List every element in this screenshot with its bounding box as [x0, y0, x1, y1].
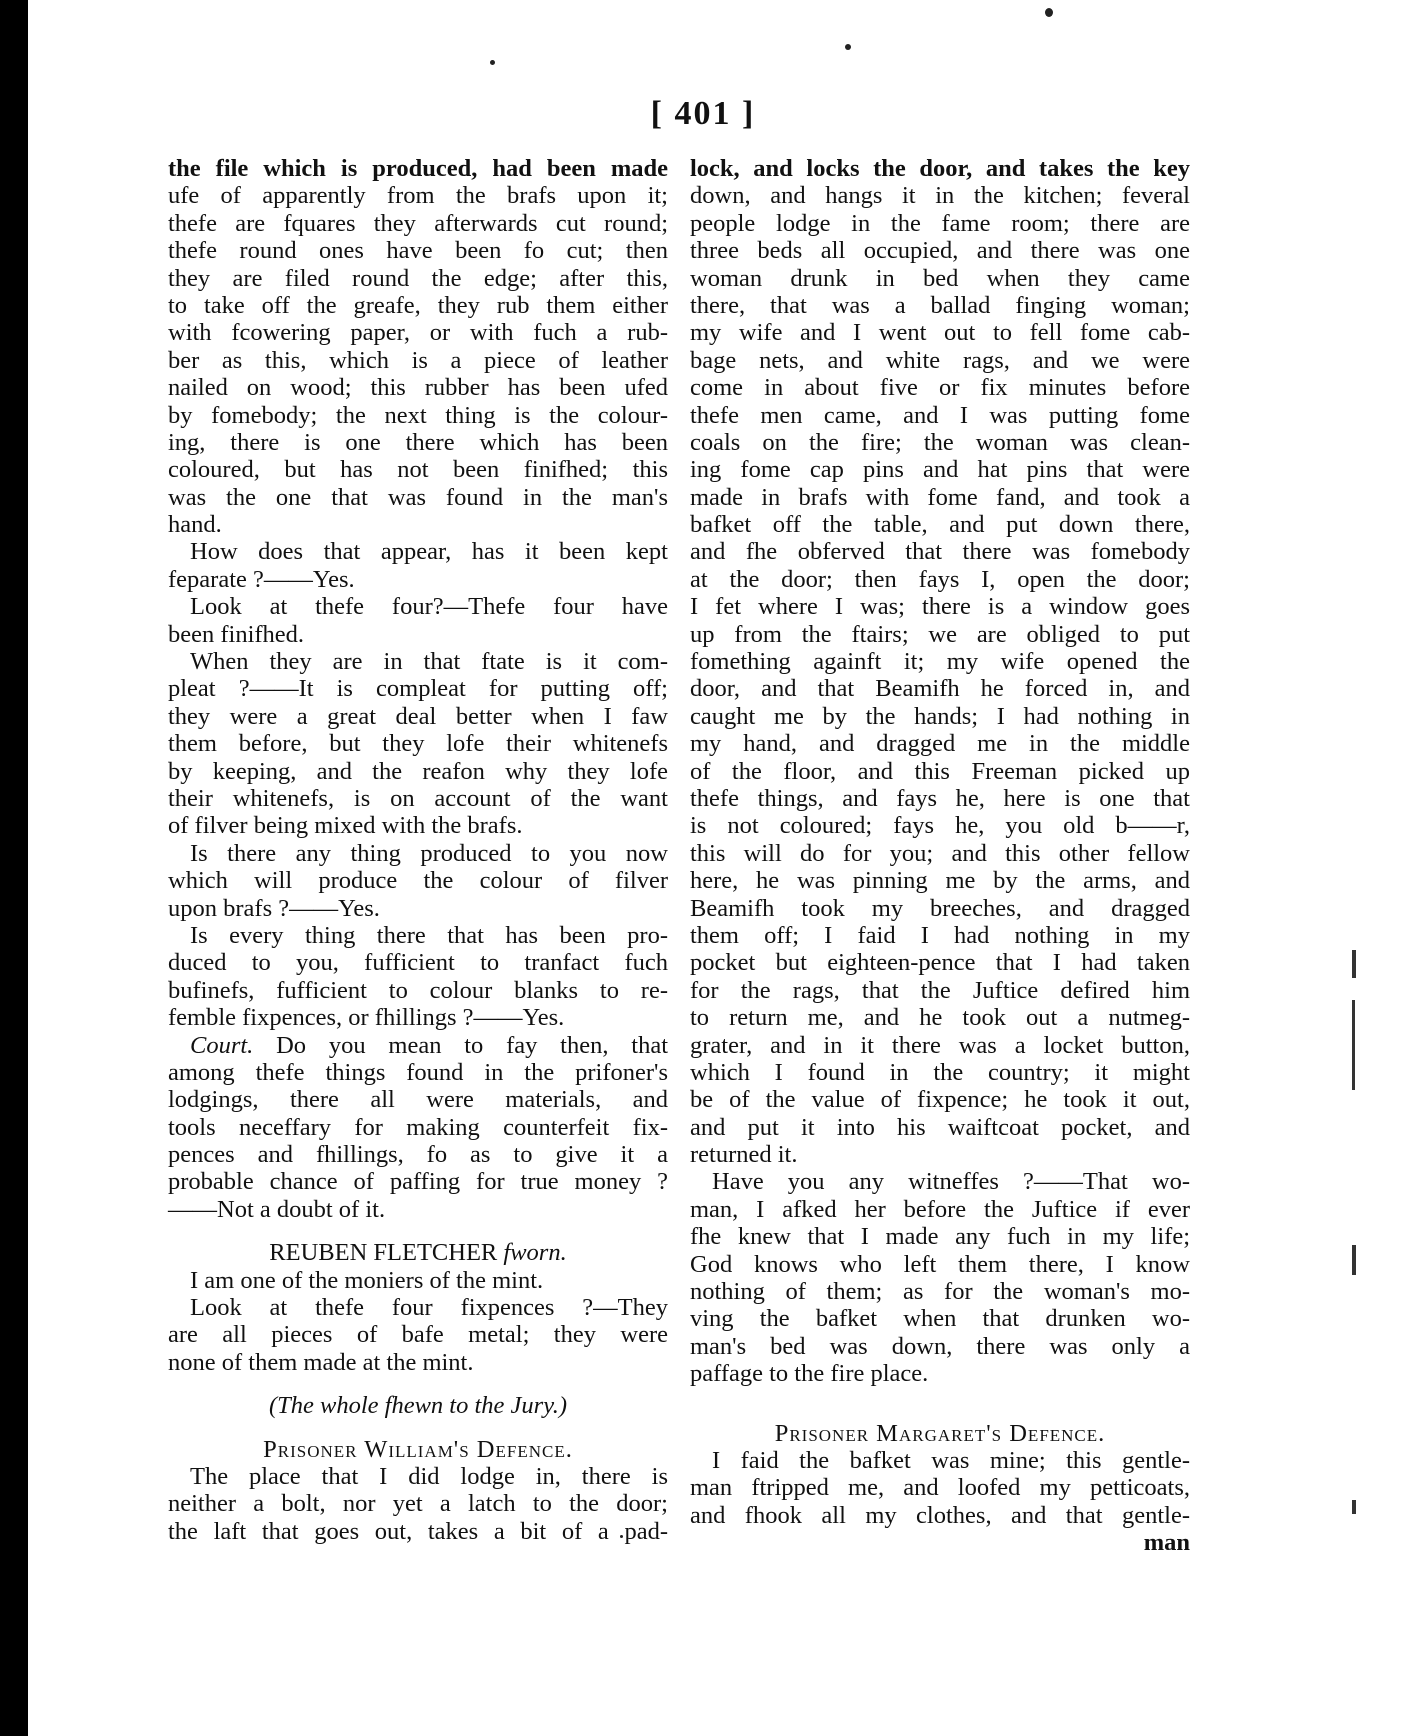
text-line: three beds all occupied, and there was one: [690, 237, 1190, 265]
text-line: lodgings, there all were materials, and: [168, 1086, 668, 1114]
defence-heading-william: Prisoner William's Defence.: [263, 1435, 573, 1463]
answer-line: femble fixpences, or fhillings ?——Yes.: [168, 1004, 565, 1032]
text-line: fhe knew that I made any fuch in my life;: [690, 1223, 1190, 1251]
defence-line: and fhook all my clothes, and that gentle-: [690, 1501, 1190, 1529]
text-line: by fomebody; the next thing is the colour-: [168, 401, 668, 429]
text-line: they were a great deal better when I faw: [168, 702, 668, 730]
text-line: for the rags, that the Juftice defired him: [690, 976, 1190, 1004]
witness-sworn: fworn.: [503, 1239, 567, 1267]
text-line: which will produce the colour of filver: [168, 867, 668, 895]
text-line: ufe of apparently from the brafs upon it;: [168, 182, 668, 210]
margin-mark: [1352, 1500, 1356, 1514]
right-column: [690, 155, 1190, 1557]
text-line: there, that was a ballad finging woman;: [690, 291, 1190, 319]
text-line: my wife and I went out to fell fome cab-: [690, 319, 1190, 347]
text-line: people lodge in the fame room; there are: [690, 209, 1190, 237]
text-line: nailed on wood; this rubber has been ufed: [168, 374, 668, 402]
court-label: Court.: [190, 1031, 254, 1059]
text-line: is not coloured; fays he, you old b——r,: [690, 812, 1190, 840]
text-line: thefe round ones have been fo cut; then: [168, 237, 668, 265]
page-number: [ 401 ]: [650, 95, 756, 132]
text-line: thefe are fquares they afterwards cut round;: [168, 209, 668, 237]
jury-note: (The whole fhewn to the Jury.): [268, 1392, 568, 1420]
text-line: down, and hangs it in the kitchen; feveral: [690, 182, 1190, 210]
catchword: man: [1143, 1529, 1190, 1557]
text-line: be of the value of fixpence; he took it out,: [690, 1086, 1190, 1114]
text-line: ing fome cap pins and hat pins that were: [690, 456, 1190, 484]
text-line: ing, there is one there which has been: [168, 428, 668, 456]
text-line: they are filed round the edge; after this,: [168, 264, 668, 292]
defence-heading-margaret: Prisoner Margaret's Defence.: [774, 1419, 1106, 1447]
text-line: at the door; then fays I, open the door;: [690, 565, 1190, 593]
answer-line: upon brafs ?——Yes.: [168, 894, 380, 922]
text-line: pences and fhillings, fo as to give it a: [168, 1141, 668, 1169]
text-line: returned it.: [690, 1141, 798, 1169]
question-line: When they are in that ftate is it com-: [190, 648, 668, 676]
answer-line: ——Not a doubt of it.: [168, 1195, 386, 1223]
text-line: coals on the fire; the woman was clean-: [690, 428, 1190, 456]
text-line: them before, but they lofe their whitenefs: [168, 730, 668, 758]
text-line: God knows who left them there, I know: [690, 1250, 1190, 1278]
defence-line: neither a bolt, nor yet a latch to the door;: [168, 1490, 668, 1518]
text-line: among thefe things found in the prifoner's: [168, 1058, 668, 1086]
defence-line: The place that I did lodge in, there is: [190, 1462, 668, 1490]
text-line: duced to you, fufficient to tranfact fuch: [168, 949, 668, 977]
witness-line: I am one of the moniers of the mint.: [190, 1266, 544, 1294]
text-line: with fcowering paper, or with fuch a rub-: [168, 319, 668, 347]
text-line: this will do for you; and this other fellow: [690, 839, 1190, 867]
text-line: their whitenefs, is on account of the want: [168, 784, 668, 812]
text-line: of filver being mixed with the brafs.: [168, 812, 523, 840]
scan-speck: [1045, 8, 1053, 17]
text-line: been finifhed.: [168, 620, 305, 648]
text-line: thefe things, and fays he, here is one that: [690, 784, 1190, 812]
question-line: Have you any witneffes ?——That wo-: [712, 1168, 1190, 1196]
text-line: pocket but eighteen-pence that I had taken: [690, 949, 1190, 977]
text-line: ber as this, which is a piece of leather: [168, 346, 668, 374]
question-line: Look at thefe four?—Thefe four have: [190, 593, 668, 621]
text-line: and put it into his waiftcoat pocket, and: [690, 1113, 1190, 1141]
text-line: hand.: [168, 511, 222, 539]
text-line: the file which is produced, had been made: [168, 155, 668, 182]
text-line: which I found in the country; it might: [690, 1058, 1190, 1086]
text-line: was the one that was found in the man's: [168, 483, 668, 511]
witness-name: REUBEN FLETCHER: [269, 1239, 498, 1267]
text-line: I fet where I was; there is a window goes: [690, 593, 1190, 621]
text-line: to return me, and he took out a nutmeg-: [690, 1004, 1190, 1032]
question-line: How does that appear, has it been kept: [190, 538, 668, 566]
margin-mark: [1352, 1245, 1356, 1275]
answer-line: feparate ?——Yes.: [168, 565, 355, 593]
text-line: tools neceffary for making counterfeit fix-: [168, 1113, 668, 1141]
text-line: to take off the greafe, they rub them either: [168, 291, 668, 319]
text-line: up from the ftairs; we are obliged to put: [690, 620, 1190, 648]
text-line: of the floor, and this Freeman picked up: [690, 757, 1190, 785]
margin-mark: [1352, 1000, 1355, 1090]
text-line: caught me by the hands; I had nothing in: [690, 702, 1190, 730]
text-line: Beamifh took my breeches, and dragged: [690, 894, 1190, 922]
text-line: here, he was pinning me by the arms, and: [690, 867, 1190, 895]
defence-line: the laft that goes out, takes a bit of a pad-: [168, 1517, 668, 1545]
text-line: and fhe obferved that there was fomebody: [690, 538, 1190, 566]
text-line: my hand, and dragged me in the middle: [690, 730, 1190, 758]
left-column: [168, 155, 668, 1545]
text-line: are all pieces of bafe metal; they were: [168, 1321, 668, 1349]
text-line: lock, and locks the door, and takes the key: [690, 155, 1190, 182]
text-line: come in about five or fix minutes before: [690, 374, 1190, 402]
text-line: thefe men came, and I was putting fome: [690, 401, 1190, 429]
defence-line: I faid the bafket was mine; this gentle-: [712, 1446, 1190, 1474]
court-question-text: Do you mean to fay then, that: [276, 1031, 668, 1059]
question-line: Is every thing there that has been pro-: [190, 921, 668, 949]
text-line: them off; I faid I had nothing in my: [690, 921, 1190, 949]
text-line: probable chance of paffing for true money ?: [168, 1168, 668, 1196]
question-line: Look at thefe four fixpences ?—They: [190, 1294, 668, 1322]
text-line: none of them made at the mint.: [168, 1348, 474, 1376]
text-line: coloured, but has not been finifhed; this: [168, 456, 668, 484]
answer-line: pleat ?——It is compleat for putting off;: [168, 675, 668, 703]
text-line: man's bed was down, there was only a: [690, 1332, 1190, 1360]
binding-edge: [0, 0, 28, 1736]
text-line: door, and that Beamifh he forced in, and: [690, 675, 1190, 703]
witness-heading: [168, 1239, 668, 1266]
text-line: paffage to the fire place.: [690, 1360, 929, 1388]
scan-speck: [490, 60, 495, 65]
text-line: woman drunk in bed when they came: [690, 264, 1190, 292]
text-line: bafket off the table, and put down there,: [690, 511, 1190, 539]
text-line: fomething againft it; my wife opened the: [690, 648, 1190, 676]
text-line: man, I afked her before the Juftice if ever: [690, 1195, 1190, 1223]
margin-mark: [1352, 950, 1356, 978]
court-question-line: [168, 1032, 668, 1059]
text-line: made in brafs with fome fand, and took a: [690, 483, 1190, 511]
text-line: by keeping, and the reafon why they lofe: [168, 757, 668, 785]
defence-line: man ftripped me, and loofed my petticoats,: [690, 1474, 1190, 1502]
text-line: bufinefs, fufficient to colour blanks to re-: [168, 976, 668, 1004]
text-line: bage nets, and white rags, and we were: [690, 346, 1190, 374]
scan-speck: [845, 44, 851, 50]
question-line: Is there any thing produced to you now: [190, 839, 668, 867]
text-line: ving the bafket when that drunken wo-: [690, 1305, 1190, 1333]
text-line: nothing of them; as for the woman's mo-: [690, 1278, 1190, 1306]
text-line: grater, and in it there was a locket button,: [690, 1031, 1190, 1059]
